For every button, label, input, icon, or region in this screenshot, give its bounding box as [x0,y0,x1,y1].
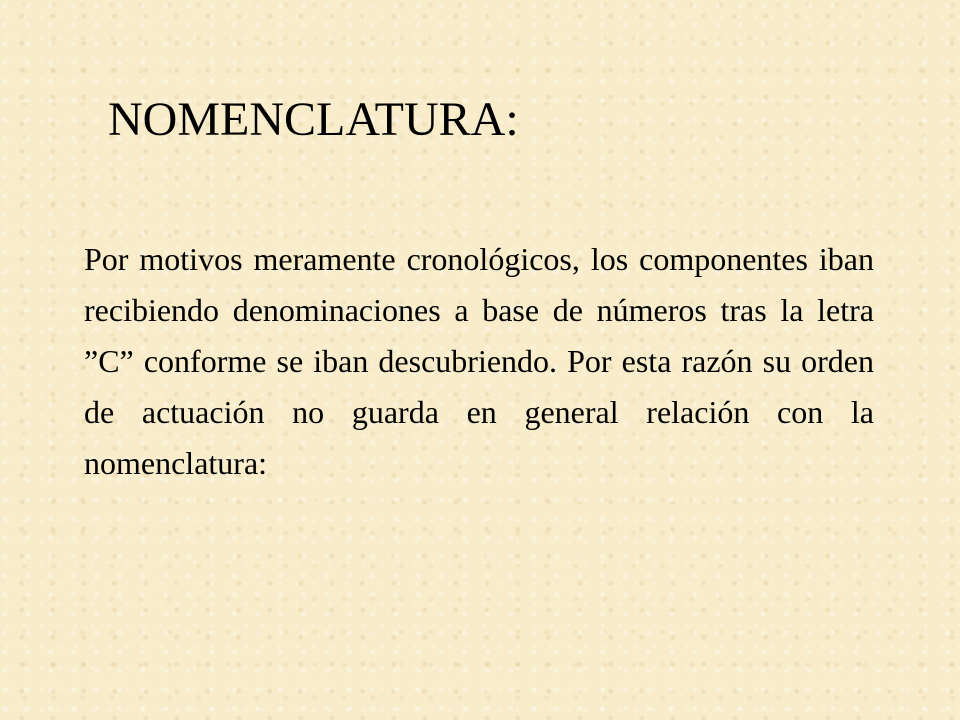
slide-body-text: Por motivos meramente cronológicos, los componentes iban recibiendo denominaciones a base de números tras la letra ”C” conforme se iban descubriendo. Por esta razón su orden de actuación no guarda en general relación con la nomenclatura: [84,241,874,481]
slide-title: NOMENCLATURA: [108,93,519,146]
